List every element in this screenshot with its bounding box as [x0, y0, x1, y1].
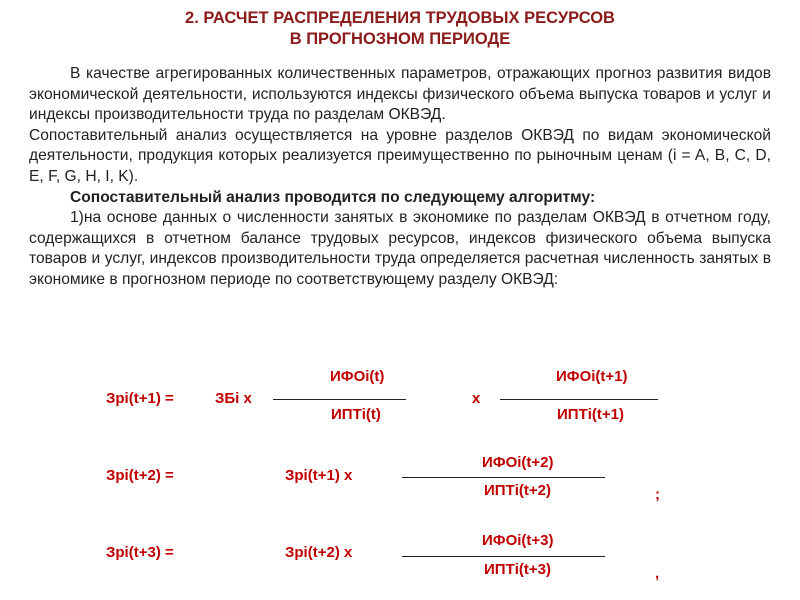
- fraction-bar-3: [402, 556, 605, 557]
- paragraph-1: В качестве агрегированных количественных параметров, отражающих прогноз развития видов экономической деятельности, используются индексы физического объема выпуска товаров и услуг и индексы производительности труда по разделам ОКВЭД.: [29, 65, 771, 124]
- formula-2-punct: ;: [655, 486, 660, 503]
- formula-3-denominator: ИПТi(t+3): [484, 561, 551, 578]
- page-title: [0, 8, 800, 50]
- formula-3-lhs: Зрi(t+3) =: [106, 544, 174, 561]
- paragraph-2: Сопоставительный анализ осуществляется на уровне разделов ОКВЭД по видам экономической деятельности, продукция которых реализуется преимущественно по рыночным ценам (i = A, B, C, D, E, F, G, H, I, K).: [29, 126, 771, 185]
- formula-1-numerator-1: ИФОi(t): [330, 368, 385, 385]
- formula-1-lhs: Зрi(t+1) =: [106, 390, 174, 407]
- formula-2-numerator: ИФОi(t+2): [482, 454, 554, 471]
- fraction-bar-1b: [500, 399, 658, 400]
- fraction-bar-1a: [273, 399, 406, 400]
- formula-3-term: Зрi(t+2) х: [285, 544, 353, 561]
- formula-2-term: Зрi(t+1) х: [285, 467, 353, 484]
- title-line-2: В ПРОГНОЗНОМ ПЕРИОДЕ: [289, 30, 511, 48]
- formula-1-times: х: [472, 390, 481, 407]
- formula-1-denominator-2: ИПТi(t+1): [557, 406, 624, 423]
- formula-2-denominator: ИПТi(t+2): [484, 482, 551, 499]
- formula-2-lhs: Зрi(t+2) =: [106, 467, 174, 484]
- title-line-1: 2. РАСЧЕТ РАСПРЕДЕЛЕНИЯ ТРУДОВЫХ РЕСУРСОВ: [185, 9, 615, 27]
- formula-1-numerator-2: ИФОi(t+1): [556, 368, 628, 385]
- formula-1-term: ЗБi х: [215, 390, 252, 407]
- paragraph-3: Сопоставительный анализ проводится по следующему алгоритму:: [70, 188, 596, 206]
- formula-1-denominator-1: ИПТi(t): [331, 406, 381, 423]
- fraction-bar-2: [402, 477, 605, 478]
- formula-3-punct: ,: [655, 565, 660, 582]
- formula-3-numerator: ИФОi(t+3): [482, 532, 554, 549]
- body-text: [29, 64, 771, 291]
- paragraph-4: 1)на основе данных о численности занятых в экономике по разделам ОКВЭД в отчетном году, содержащихся в отчетном балансе трудовых ресурсов, индексов физического объема выпуска товаров и услуг, индексов производительности труда определяется расчетная численность занятых в экономике в прогнозном периоде по соответствующему разделу ОКВЭД:: [29, 209, 771, 288]
